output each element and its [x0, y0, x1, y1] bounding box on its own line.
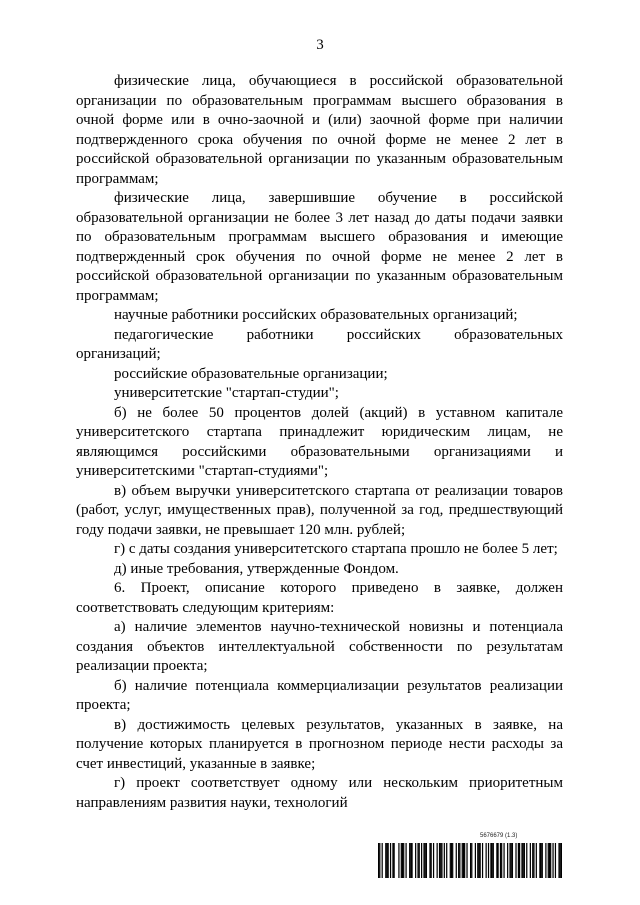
barcode-bar [548, 843, 549, 878]
barcode-bar [386, 843, 387, 878]
barcode-bar [446, 843, 447, 878]
barcode-bar [388, 843, 389, 878]
barcode-bar [492, 843, 493, 878]
barcode-bar [450, 843, 451, 878]
barcode-bar [490, 843, 491, 878]
barcode-bar [440, 843, 441, 878]
page-number: 3 [316, 37, 324, 53]
barcode-bar [421, 843, 422, 878]
barcode-bar [561, 843, 562, 878]
barcode-bar [458, 843, 459, 878]
barcode-bar [533, 843, 534, 878]
barcode-bar [486, 843, 487, 878]
barcode-bar [524, 843, 525, 878]
barcode-bar [482, 843, 483, 878]
barcode-bar [519, 843, 520, 878]
paragraph: г) проект соответствует одному или нескольким приоритетным направлениям развития науки, технологий [76, 775, 563, 811]
paragraph: 6. Проект, описание которого приведено в заявке, должен соответствовать следующим критериям: [76, 580, 563, 616]
barcode-bar [425, 843, 426, 878]
document-body [76, 72, 563, 813]
barcode-bar [444, 843, 445, 878]
barcode-bar [509, 843, 510, 878]
barcode-bar [463, 843, 464, 878]
barcode-bar [452, 843, 453, 878]
barcode-bar [536, 843, 537, 878]
paragraph: в) достижимость целевых результатов, указанных в заявке, на получение которых планируется в прогнозном периоде нести расходы за счет инвестиций, указанные в заявке; [76, 716, 563, 772]
barcode-bar [526, 843, 527, 878]
barcode-bar [500, 843, 501, 878]
barcode-bar [477, 843, 478, 878]
barcode-bar [417, 843, 418, 878]
barcode-bar [475, 843, 476, 878]
barcode-bar [390, 843, 391, 878]
barcode-bar [464, 843, 465, 878]
barcode-bar [558, 843, 559, 878]
paragraph: а) наличие элементов научно-технической новизны и потенциала создания объектов интеллектуальной собственности по результатам реализации проекта; [76, 619, 563, 674]
paragraph: г) с даты создания университетского стартапа прошло не более 5 лет; [114, 541, 558, 557]
paragraph: физические лица, обучающиеся в российской образовательной организации по образовательным программам высшего образования в очной форме или в очно-заочной и (или) заочной форме при наличии подтвержденного срока обучения по очной форме не менее 2 лет в российской образовательной организации по указанным образовательным программам; [76, 73, 563, 187]
paragraph: физические лица, завершившие обучение в российской образовательной организации не более 3 лет назад до даты подачи заявки по образовательным программам высшего образования и имеющие подтвержденный срок обучения по очной форме не менее 2 лет в российской образовательной организации по указанным образовательным программам; [76, 190, 563, 304]
barcode-bar [437, 843, 438, 878]
barcode-bar [379, 843, 380, 878]
barcode-bar [478, 843, 479, 878]
barcode-bar [496, 843, 497, 878]
barcode-bar [402, 843, 403, 878]
barcode-bar [398, 843, 399, 878]
barcode-bar [503, 843, 504, 878]
barcode-bar [497, 843, 498, 878]
barcode-bar [462, 843, 463, 878]
paragraph: в) объем выручки университетского стартапа от реализации товаров (работ, услуг, имущественных прав), полученной за год, предшествующий году подачи заявки, не превышает 120 млн. рублей; [76, 482, 563, 538]
barcode-bar [394, 843, 395, 878]
barcode-bar [441, 843, 442, 878]
barcode-bar [459, 843, 460, 878]
barcode-bar [493, 843, 494, 878]
barcode-bar [403, 843, 404, 878]
barcode-bar [423, 843, 424, 878]
paragraph: б) не более 50 процентов долей (акций) в уставном капитале университетского стартапа принадлежит юридическим лицам, не являющимся российскими образовательными организациями и университетскими "стартап-студиями"; [76, 404, 563, 479]
barcode-bar [480, 843, 481, 878]
barcode-bar [540, 843, 541, 878]
barcode-bar [523, 843, 524, 878]
barcode-bar [426, 843, 427, 878]
barcode-bar [507, 843, 508, 878]
barcode-bar [550, 843, 551, 878]
barcode-bar [411, 843, 412, 878]
paragraph: университетские "стартап-студии"; [114, 385, 339, 401]
barcode-bar [433, 843, 434, 878]
barcode-bar [382, 843, 383, 878]
barcode-bar [515, 843, 516, 878]
barcode-bar [552, 843, 553, 878]
barcode-bar [415, 843, 416, 878]
barcode-bar [532, 843, 533, 878]
barcode-bar [409, 843, 410, 878]
paragraph: б) наличие потенциала коммерциализации результатов реализации проекта; [76, 677, 563, 713]
barcode-bar [451, 843, 452, 878]
barcode-bar [470, 843, 471, 878]
barcode-bar [405, 843, 406, 878]
barcode-bar [511, 843, 512, 878]
barcode-label: 5676679 (1.3) [480, 833, 518, 839]
barcode-bar [530, 843, 531, 878]
barcode-bar [518, 843, 519, 878]
barcode-bar [439, 843, 440, 878]
barcode-bar [488, 843, 489, 878]
barcode-bar [555, 843, 556, 878]
barcode-bar [410, 843, 411, 878]
barcode-bar [419, 843, 420, 878]
paragraph: научные работники российских образовательных организаций; [114, 307, 518, 323]
barcode-bar [392, 843, 393, 878]
barcode-bar [512, 843, 513, 878]
barcode-bar [429, 843, 430, 878]
barcode-bar [466, 843, 467, 878]
barcode-bar [521, 843, 522, 878]
barcode-bar [542, 843, 543, 878]
barcode-bar [549, 843, 550, 878]
barcode-bar [501, 843, 502, 878]
paragraph: педагогические работники российских образовательных организаций; [76, 326, 563, 362]
barcode-bar [471, 843, 472, 878]
barcode-bar [560, 843, 561, 878]
barcode-bar [378, 843, 379, 878]
barcode-bar [456, 843, 457, 878]
barcode-bar [539, 843, 540, 878]
paragraph: д) иные требования, утвержденные Фондом. [114, 560, 399, 577]
paragraph: российские образовательные организации; [114, 365, 388, 382]
barcode-image [378, 843, 562, 878]
barcode-bar [385, 843, 386, 878]
barcode-bar [545, 843, 546, 878]
barcode-bar [431, 843, 432, 878]
barcode-bar [401, 843, 402, 878]
